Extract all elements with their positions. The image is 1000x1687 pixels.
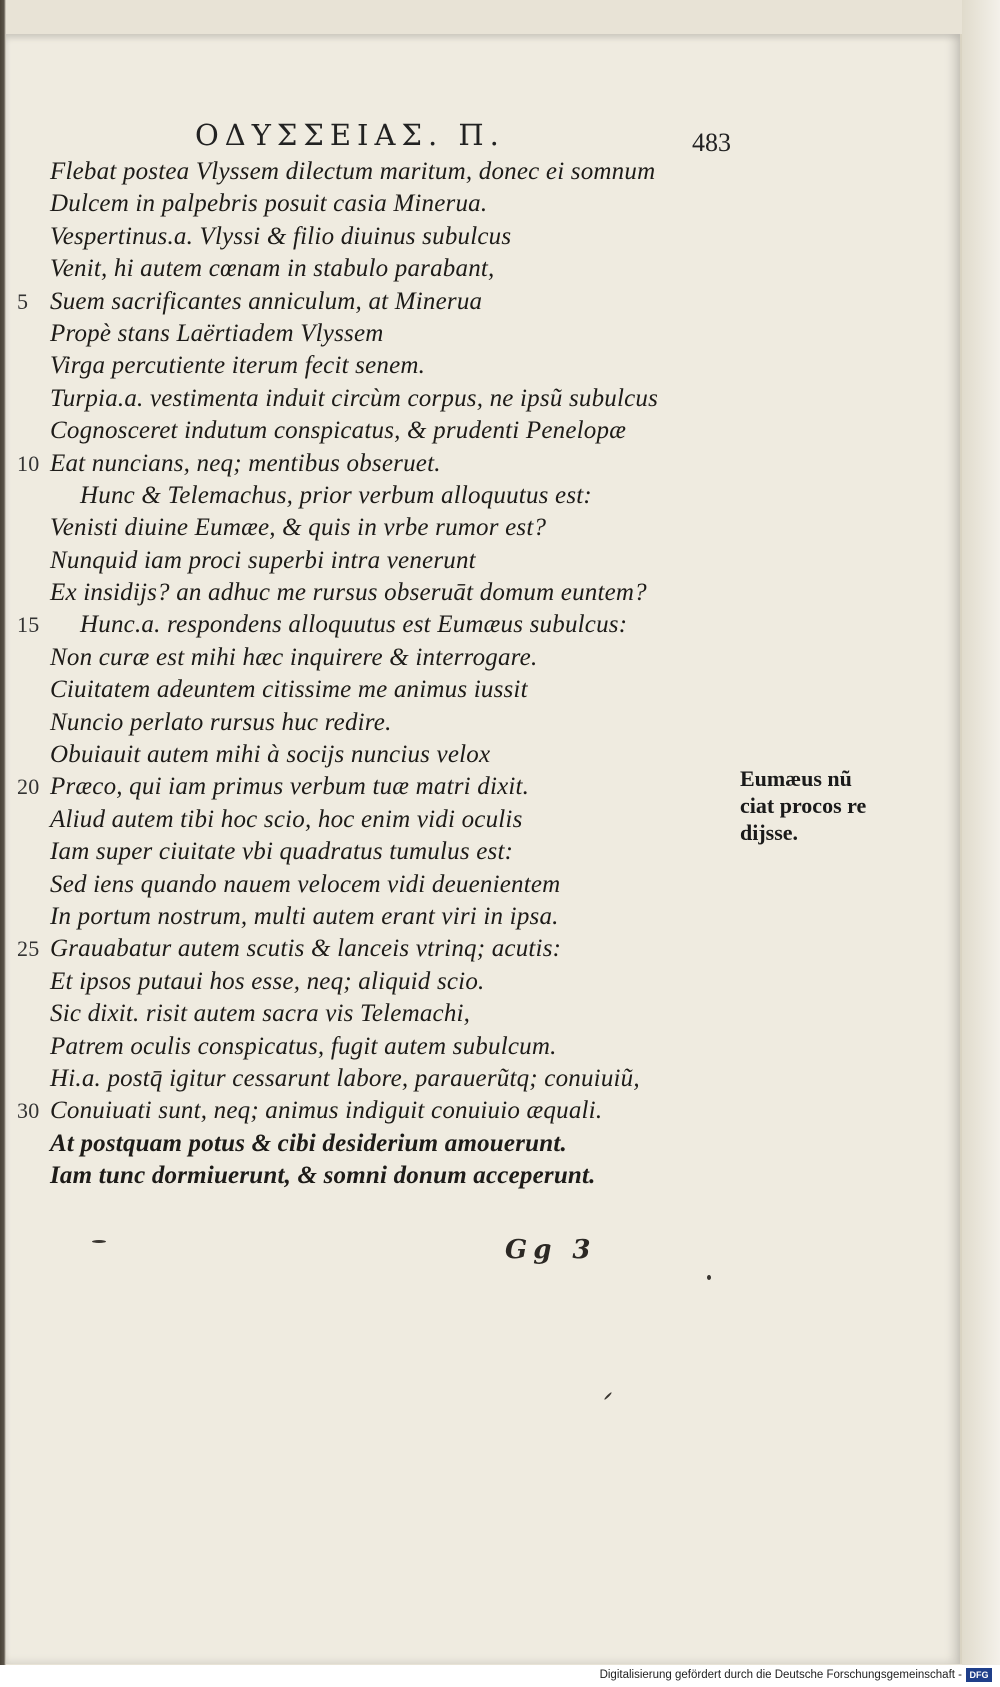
- verse-line-text: Dulcem in palpebris posuit casia Minerua.: [50, 190, 488, 218]
- verse-line: [50, 480, 750, 512]
- margin-note-line: dijsse.: [740, 820, 799, 845]
- verse-line-text: Ex insidijs? an adhuc me rursus obseruāt domum euntem?: [50, 579, 647, 607]
- verse-line-text: Obuiauit autem mihi à socijs nuncius velox: [50, 741, 491, 769]
- verse-line-text: Aliud autem tibi hoc scio, hoc enim vidi oculis: [50, 805, 523, 833]
- verse-line: [50, 383, 750, 415]
- line-number: 5: [17, 288, 29, 314]
- verse-line-text: Patrem oculis conspicatus, fugit autem subulcum.: [50, 1032, 557, 1060]
- verse-line-text: Eat nuncians, neq; mentibus obseruet.: [50, 449, 441, 477]
- verse-line: [50, 415, 750, 447]
- verse-text-block: [17, 156, 750, 1193]
- verse-line: [50, 318, 750, 350]
- dfg-logo: DFG: [966, 1668, 992, 1682]
- verse-line: [50, 188, 750, 220]
- page-number: 483: [692, 128, 731, 157]
- verse-line: [17, 448, 750, 480]
- verse-line: [50, 998, 750, 1030]
- verse-line: [50, 1063, 750, 1095]
- verse-line-text: Venisti diuine Eumæe, & quis in vrbe rumor est?: [50, 514, 547, 542]
- verse-line: [50, 642, 750, 674]
- verse-line: [50, 739, 750, 771]
- verse-line-text: Ciuitatem adeuntem citissime me animus iussit: [50, 676, 528, 704]
- verse-line-text: Hunc.a. respondens alloquutus est Eumæus subulcus:: [80, 611, 628, 639]
- verse-line: [17, 609, 750, 641]
- verse-line-text: Hunc & Telemachus, prior verbum alloquutus est:: [80, 481, 592, 509]
- running-head: ΟΔΥΣΣΕΙΑΣ. Π.: [195, 118, 505, 152]
- verse-line-text: Virga percutiente iterum fecit senem.: [50, 352, 426, 380]
- verse-line-text: Sic dixit. risit autem sacra vis Telemachi,: [50, 1000, 471, 1028]
- verse-line: [50, 836, 750, 868]
- verse-line-text: Non curæ est mihi hæc inquirere & interrogare.: [50, 643, 538, 671]
- verse-line-text: Et ipsos putaui hos esse, neq; aliquid scio.: [50, 967, 485, 995]
- verse-line: [50, 674, 750, 706]
- verse-line: [50, 966, 750, 998]
- verse-line-text: Cognosceret indutum conspicatus, & prudenti Penelopæ: [50, 417, 627, 445]
- verse-line-text: Nunquid iam proci superbi intra venerunt: [50, 546, 476, 574]
- verse-line-text: Præco, qui iam primus verbum tuæ matri dixit.: [50, 773, 530, 801]
- verse-line: [50, 869, 750, 901]
- print-speck: [92, 1240, 106, 1243]
- verse-line: [50, 350, 750, 382]
- verse-line: [50, 512, 750, 544]
- margin-note-line: Eumæus nũ: [740, 766, 852, 791]
- signature-mark: Gg 3: [505, 1235, 597, 1265]
- line-number: 10: [17, 450, 40, 476]
- verse-line-text: Sed iens quando nauem velocem vidi deuenientem: [50, 870, 561, 898]
- verse-line: [50, 707, 750, 739]
- verse-line: [17, 1095, 750, 1127]
- verse-line-text: At postquam potus & cibi desiderium amouerunt.: [50, 1129, 567, 1157]
- verse-line: [50, 156, 750, 188]
- verse-line-text: Turpia.a. vestimenta induit circùm corpus, ne ipsũ subulcus: [50, 384, 659, 412]
- verse-line: [50, 221, 750, 253]
- print-speck: [707, 1275, 711, 1280]
- verse-line: [50, 804, 750, 836]
- page-edge: [962, 0, 1000, 1687]
- line-number: 20: [17, 774, 40, 800]
- verse-line-text: Conuiuati sunt, neq; animus indiguit conuiuio æquali.: [50, 1097, 603, 1125]
- footer-credit: Digitalisierung gefördert durch die Deutsche Forschungsgemeinschaft -: [599, 1669, 962, 1681]
- verse-line: [50, 1128, 750, 1160]
- line-number: 25: [17, 936, 40, 962]
- verse-line-text: Grauabatur autem scutis & lanceis vtrinq; acutis:: [50, 935, 562, 963]
- verse-line: [50, 253, 750, 285]
- verse-line: [50, 1160, 750, 1192]
- verse-line: [50, 1031, 750, 1063]
- line-number: 30: [17, 1098, 40, 1124]
- verse-line-text: Flebat postea Vlyssem dilectum maritum, donec ei somnum: [50, 158, 656, 185]
- line-number: 15: [17, 612, 40, 638]
- verse-line-text: Vespertinus.a. Vlyssi & filio diuinus subulcus: [50, 222, 512, 250]
- verse-line-text: Propè stans Laërtiadem Vlyssem: [50, 319, 384, 347]
- verse-line: [50, 577, 750, 609]
- verse-line-text: Iam super ciuitate vbi quadratus tumulus est:: [50, 838, 514, 866]
- margin-note-line: ciat procos re: [740, 793, 867, 818]
- verse-line-text: Nuncio perlato rursus huc redire.: [50, 708, 392, 736]
- verse-line-text: Iam tunc dormiuerunt, & somni donum acceperunt.: [50, 1162, 596, 1190]
- margin-note: [740, 765, 910, 846]
- verse-line-text: In portum nostrum, multi autem erant viri in ipsa.: [50, 902, 559, 930]
- verse-line: [17, 933, 750, 965]
- verse-line: [50, 901, 750, 933]
- verse-line: [17, 286, 750, 318]
- verse-line-text: Hi.a. postq̄ igitur cessarunt labore, parauerũtq; conuiuiũ,: [50, 1064, 640, 1092]
- verse-line: [50, 545, 750, 577]
- verse-line-text: Venit, hi autem cœnam in stabulo parabant,: [50, 255, 495, 283]
- verse-line-text: Suem sacrificantes anniculum, at Minerua: [50, 287, 483, 315]
- verse-line: [17, 771, 750, 803]
